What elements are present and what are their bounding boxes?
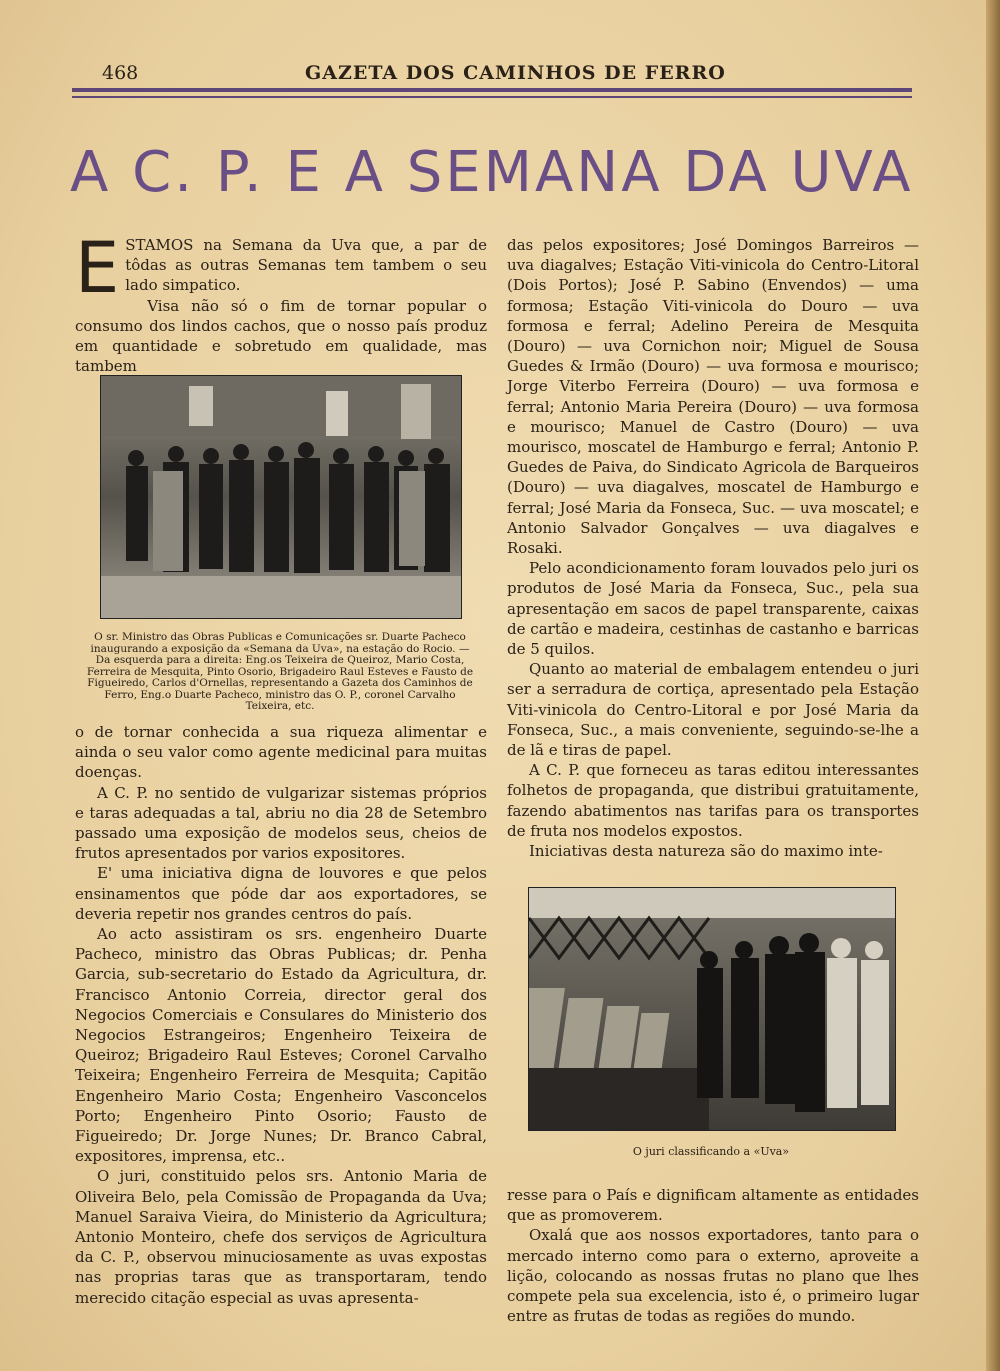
column-2-bottom [507, 1185, 919, 1326]
article-headline: A C. P. E A SEMANA DA UVA [70, 140, 914, 205]
photo-jury-grapes [528, 887, 896, 1131]
column-1-bottom [75, 722, 487, 1308]
paragraph: o de tornar conhecida a sua riqueza alimentar e ainda o seu valor como agente medicinal para muitas doenças. [75, 723, 487, 782]
photo-jury-inspecting-grape-baskets-icon [529, 888, 895, 1130]
paragraph: Ao acto assistiram os srs. engenheiro Duarte Pacheco, ministro das Obras Publicas; dr. Penha Garcia, sub-secretario do Estado da Agricultura, dr. Francisco Antonio Correia, director geral dos Negocios Comerciais e Consulares do Ministerio dos Negocios Estrangeiros; Engenheiro Teixeira de Queiroz; Brigadeiro Raul Esteves; Coronel Carvalho Teixeira; Engenheiro Ferreira de Mesquita; Capitão Engenheiro Mario Costa; Engenheiro Vasconcelos Porto; Engenheiro Pinto Osorio; Fausto de Figueiredo; Dr. Jorge Nunes; Dr. Branco Cabral, expositores, imprensa, etc.. [75, 925, 487, 1166]
photo-group-of-men-at-exhibition-icon [101, 376, 461, 618]
paragraph: das pelos expositores; José Domingos Barreiros — uva diagalves; Estação Viti-vinicola do Centro-Litoral (Dois Portos); José P. Sabino (Envendos) — uma formosa; Estação Viti-vinicola do Douro — uva formosa e ferral; Adelino Pereira de Mesquita (Douro) — uva Cornichon noir; Miguel de Sousa Guedes & Irmão (Douro) — uva formosa e mourisco; Jorge Viterbo Ferreira (Douro) — uva formosa e ferral; Antonio Maria Pereira (Douro) — uva formosa e mourisco; Manuel de Castro (Douro) — uva mourisco, moscatel de Hamburgo e ferral; Antonio P. Guedes de Paiva, do Sindicato Agricola de Barqueiros (Douro) — uva diagalves, moscatel de Hamburgo e ferral; José Maria da Fonseca, Suc. — uva moscatel; e Antonio Salvador Gonçalves — uva diagalves e Rosaki. [507, 236, 919, 558]
column-1-top [75, 227, 487, 376]
paragraph: Iniciativas desta natureza são do maximo inte- [529, 842, 883, 861]
paragraph: resse para o País e dignificam altamente as entidades que as promoverem. [507, 1186, 919, 1225]
lead-paragraph [75, 227, 487, 309]
header-rule-thin [72, 96, 912, 98]
drop-cap: E [75, 227, 120, 309]
publication-title: GAZETA DOS CAMINHOS DE FERRO [305, 62, 726, 84]
page-binding-edge [986, 0, 1000, 1371]
paragraph: A C. P. no sentido de vulgarizar sistemas próprios e taras adequadas a tal, abriu no dia 28 de Setembro passado uma exposição de modelos seus, cheios de frutos apresentados por varios expositores. [75, 783, 487, 863]
photo-2-caption: O juri classificando a «Uva» [632, 1145, 790, 1158]
paragraph: Quanto ao material de embalagem entendeu o juri ser a serradura de cortiça, apresentado pela Estação Viti-vinicola do Centro-Litoral e por José Maria da Fonseca, Suc., a mais conveniente, seguindo-se-lhe a de lã e tiras de papel. [507, 660, 919, 760]
lead-text: STAMOS na Semana da Uva que, a par de tôdas as outras Semanas tem tambem o seu lado simpatico. [125, 236, 487, 295]
photo-1-caption: O sr. Ministro das Obras Publicas e Comunicações sr. Duarte Pacheco inaugurando a exposição da «Semana da Uva», na estação do Rocio. — Da esquerda para a direita: Eng.os Teixeira de Queiroz, Mario Costa, Ferreira de Mesquita, Pinto Osorio, Brigadeiro Raul Esteves e Fausto de Figueiredo, Carlos d'Ornellas, representando a Gazeta dos Caminhos de Ferro, Eng.o Duarte Pacheco, ministro das O. P., coronel Carvalho Teixeira, etc. [86, 631, 474, 712]
paragraph: Visa não só o fim de tornar popular o consumo dos lindos cachos, que o nosso país produz em quantidade e sobretudo em qualidade, mas tambem [75, 296, 487, 376]
paragraph: Oxalá que aos nossos exportadores, tanto para o mercado interno como para o externo, aproveite a lição, colocando as nossas frutas no plano que lhes compete pela sua excelencia, isto é, o primeiro lugar entre as frutas de todas as regiões do mundo. [507, 1226, 919, 1326]
paragraph: A C. P. que forneceu as taras editou interessantes folhetos de propaganda, que distribui gratuitamente, fazendo abatimentos nas tarifas para os transportes de fruta nos modelos expostos. [507, 761, 919, 840]
paragraph: E' uma iniciativa digna de louvores e que pelos ensinamentos que póde dar aos exportadores, se deveria repetir nos grandes centros do país. [75, 864, 487, 923]
paragraph: Pelo acondicionamento foram louvados pelo juri os produtos de José Maria da Fonseca, Suc., pela sua apresentação em sacos de papel transparente, caixas de cartão e madeira, cestinhas de castanho e barricas de 5 quilos. [507, 559, 919, 659]
photo-exhibition-opening [100, 375, 462, 619]
column-2-top [507, 235, 919, 861]
paragraph: O juri, constituido pelos srs. Antonio Maria de Oliveira Belo, pela Comissão de Propaganda da Uva; Manuel Saraiva Vieira, do Ministerio da Agricultura; Antonio Monteiro, chefe dos serviços de Agricultura da C. P., observou minuciosamente as uvas expostas nas proprias taras que as transportaram, tendo merecido citação especial as uvas apresenta- [75, 1167, 487, 1307]
page-number: 468 [102, 62, 139, 84]
header-rule-thick [72, 88, 912, 92]
